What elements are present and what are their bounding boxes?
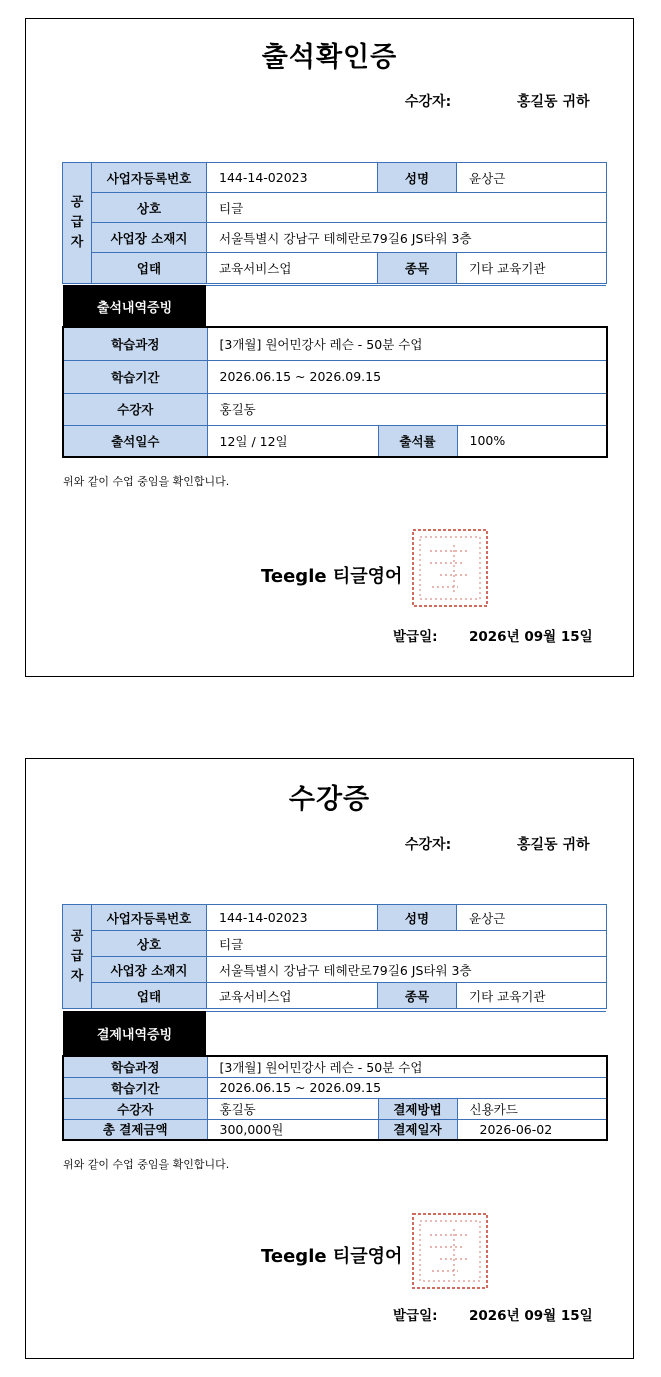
course-value: [3개월] 원어민강사 레슨 - 50분 수업 xyxy=(207,1056,607,1077)
total-value: 300,000원 xyxy=(207,1119,378,1140)
company-value: 티글 xyxy=(207,193,607,223)
payment-date-label: 결제일자 xyxy=(378,1119,457,1140)
supplier-label: 공 급 자 xyxy=(63,905,92,1009)
company-label: 상호 xyxy=(92,193,207,223)
business-item-value: 기타 교육기관 xyxy=(457,253,607,284)
tab-divider xyxy=(206,285,606,286)
address-label: 사업장 소재지 xyxy=(92,223,207,253)
business-item-value: 기타 교육기관 xyxy=(457,983,607,1009)
business-type-label: 업태 xyxy=(92,253,207,284)
business-item-label: 종목 xyxy=(378,253,457,284)
recipient-value: 홍길동 귀하 xyxy=(517,837,590,853)
business-item-label: 종목 xyxy=(378,983,457,1009)
section-tab: 결제내역증빙 xyxy=(63,1011,206,1055)
company-name: Teegle 티글영어 xyxy=(261,566,403,587)
attendance-rate-label: 출석률 xyxy=(378,425,457,457)
reg-no-value: 144-14-02023 xyxy=(207,163,378,193)
payment-method-value: 신용카드 xyxy=(457,1098,607,1119)
student-label: 수강자 xyxy=(63,393,207,425)
company-name: Teegle 티글영어 xyxy=(261,1246,403,1267)
enrollment-certificate xyxy=(25,758,634,1359)
payment-detail-table xyxy=(62,1055,608,1141)
student-label: 수강자 xyxy=(63,1098,207,1119)
recipient-value: 홍길동 귀하 xyxy=(517,94,590,110)
attendance-days-label: 출석일수 xyxy=(63,425,207,457)
company-value: 티글 xyxy=(207,931,607,957)
certificate-title: 수강증 xyxy=(288,784,371,815)
company-seal xyxy=(410,527,490,609)
name-label: 성명 xyxy=(378,905,457,931)
total-label: 총 결제금액 xyxy=(63,1119,207,1140)
issue-date: 2026년 09월 15일 xyxy=(469,1308,593,1324)
reg-no-label: 사업자등록번호 xyxy=(92,163,207,193)
confirm-text: 위와 같이 수업 중임을 확인합니다. xyxy=(63,1158,230,1171)
period-value: 2026.06.15 ~ 2026.09.15 xyxy=(207,360,607,393)
payment-method-label: 결제방법 xyxy=(378,1098,457,1119)
supplier-table xyxy=(62,904,607,1009)
period-label: 학습기간 xyxy=(63,360,207,393)
payment-date-value: 2026-06-02 xyxy=(457,1119,607,1140)
recipient-label: 수강자: xyxy=(405,94,452,110)
address-value: 서울특별시 강남구 테헤란로79길6 JS타워 3층 xyxy=(207,223,607,253)
company-seal xyxy=(410,1211,490,1291)
address-label: 사업장 소재지 xyxy=(92,957,207,983)
supplier-label: 공 급 자 xyxy=(63,163,92,284)
business-type-value: 교육서비스업 xyxy=(207,983,378,1009)
attendance-certificate xyxy=(25,18,634,677)
certificate-title: 출석확인증 xyxy=(261,42,398,73)
period-value: 2026.06.15 ~ 2026.09.15 xyxy=(207,1077,607,1098)
attendance-detail-table xyxy=(62,326,608,458)
issue-date: 2026년 09월 15일 xyxy=(469,629,593,645)
issue-label: 발급일: xyxy=(393,629,438,645)
issue-label: 발급일: xyxy=(393,1308,438,1324)
course-label: 학습과정 xyxy=(63,327,207,360)
attendance-days-value: 12일 / 12일 xyxy=(207,425,378,457)
course-label: 학습과정 xyxy=(63,1056,207,1077)
business-type-value: 교육서비스업 xyxy=(207,253,378,284)
reg-no-label: 사업자등록번호 xyxy=(92,905,207,931)
tab-divider xyxy=(206,1011,606,1012)
section-tab: 출석내역증빙 xyxy=(63,285,206,327)
course-value: [3개월] 원어민강사 레슨 - 50분 수업 xyxy=(207,327,607,360)
attendance-rate-value: 100% xyxy=(457,425,607,457)
supplier-table xyxy=(62,162,607,284)
period-label: 학습기간 xyxy=(63,1077,207,1098)
name-value: 윤상근 xyxy=(457,905,607,931)
student-value: 홍길동 xyxy=(207,1098,378,1119)
reg-no-value: 144-14-02023 xyxy=(207,905,378,931)
name-label: 성명 xyxy=(378,163,457,193)
business-type-label: 업태 xyxy=(92,983,207,1009)
address-value: 서울특별시 강남구 테헤란로79길6 JS타워 3층 xyxy=(207,957,607,983)
company-label: 상호 xyxy=(92,931,207,957)
confirm-text: 위와 같이 수업 중임을 확인합니다. xyxy=(63,475,230,488)
name-value: 윤상근 xyxy=(457,163,607,193)
student-value: 홍길동 xyxy=(207,393,607,425)
recipient-label: 수강자: xyxy=(405,837,452,853)
